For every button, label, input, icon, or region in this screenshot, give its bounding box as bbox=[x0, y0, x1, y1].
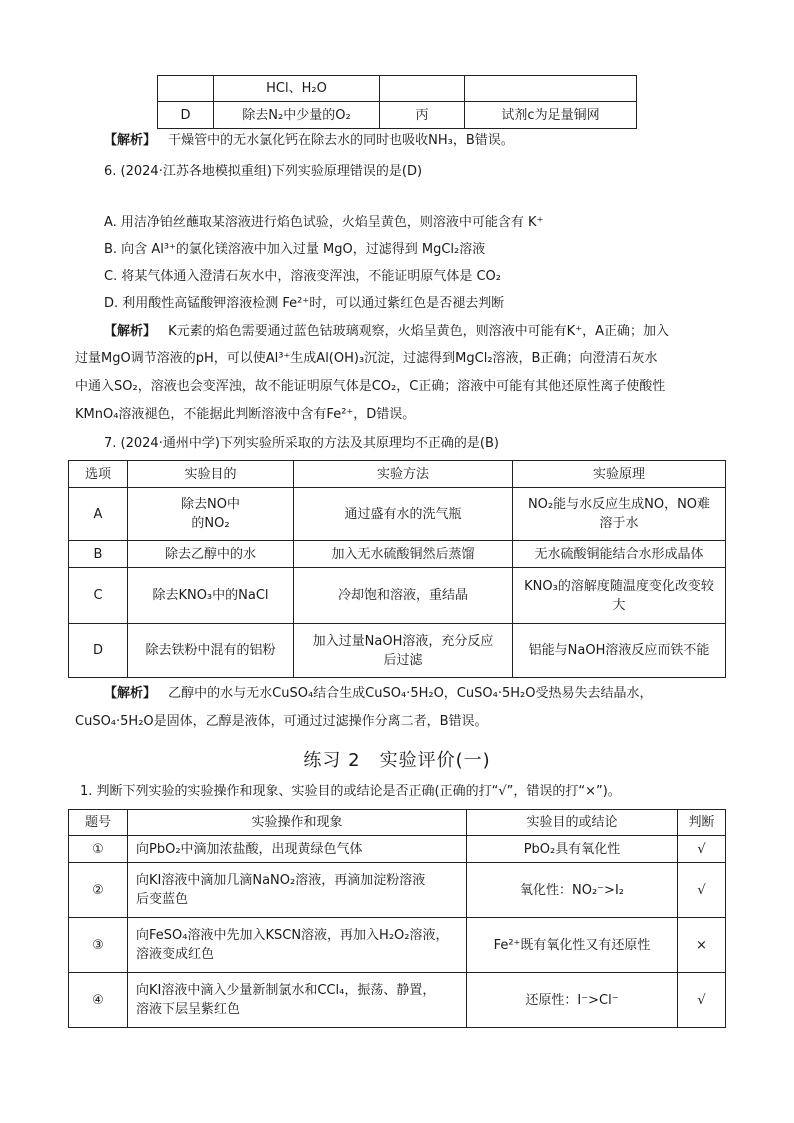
table-cell bbox=[294, 624, 513, 678]
q6-analysis-line: KMnO₄溶液褪色，不能据此判断溶液中含有Fe²⁺，D错误。 bbox=[75, 407, 416, 422]
table-cell: 氧化性：NO₂⁻>I₂ bbox=[467, 863, 678, 918]
table-header: 实验目的 bbox=[128, 461, 294, 488]
table-cell bbox=[128, 918, 467, 973]
q7-stem: 7. (2024·通州中学)下列实验所采取的方法及其原理均不正确的是(B) bbox=[104, 436, 499, 451]
table-cell: 除去铁粉中混有的铝粉 bbox=[128, 624, 294, 678]
table-cell: Fe²⁺既有氧化性又有还原性 bbox=[467, 918, 678, 973]
cell-text: 向FeSO₄溶液中先加入KSCN溶液，再加入H₂O₂溶液， 溶液变成红色 bbox=[136, 928, 449, 962]
table-cell bbox=[513, 568, 726, 624]
analysis-text: K元素的焰色需要通过蓝色钴玻璃观察，火焰呈黄色，则溶液中可能有K⁺，A正确；加入 bbox=[168, 324, 669, 339]
top-table-cell: 丙 bbox=[380, 102, 465, 129]
top-table-cell: HCl、H₂O bbox=[214, 76, 380, 102]
top-table bbox=[157, 75, 637, 129]
analysis-text: 干燥管中的无水氯化钙在除去水的同时也吸收NH₃，B错误。 bbox=[168, 133, 514, 148]
table-cell: C bbox=[69, 568, 128, 624]
table-cell: 除去KNO₃中的NaCl bbox=[128, 568, 294, 624]
table-cell bbox=[513, 488, 726, 541]
table-cell: 通过盛有水的洗气瓶 bbox=[294, 488, 513, 541]
cell-text: 加入过量NaOH溶液，充分反应 后过滤 bbox=[312, 633, 494, 668]
table-cell: ④ bbox=[69, 973, 128, 1028]
cell-text: 除去NO中 的NO₂ bbox=[181, 497, 240, 531]
table-cell: 还原性：I⁻>Cl⁻ bbox=[467, 973, 678, 1028]
cell-text: KNO₃的溶解度随温度变化改变较 大 bbox=[524, 578, 714, 613]
q6-option-a: A. 用洁净铂丝蘸取某溶液进行焰色试验，火焰呈黄色，则溶液中可能含有 K⁺ bbox=[104, 215, 544, 230]
table-header: 实验目的或结论 bbox=[467, 810, 678, 836]
q7-analysis-line bbox=[104, 684, 652, 704]
table-cell: √ bbox=[678, 836, 726, 863]
top-table-cell: D bbox=[158, 102, 214, 129]
analysis-5 bbox=[104, 131, 514, 151]
q6-analysis-line bbox=[104, 322, 669, 342]
table-cell bbox=[128, 973, 467, 1028]
table-cell: 冷却饱和溶液，重结晶 bbox=[294, 568, 513, 624]
table-cell: ② bbox=[69, 863, 128, 918]
table-row bbox=[69, 863, 726, 918]
q6-stem: 6. (2024·江苏各地模拟重组)下列实验原理错误的是(D) bbox=[104, 164, 423, 179]
table-header: 判断 bbox=[678, 810, 726, 836]
cell-text: NO₂能与水反应生成NO，NO难 溶于水 bbox=[527, 497, 711, 531]
table-header: 题号 bbox=[69, 810, 128, 836]
top-table-cell: 试剂c为足量铜网 bbox=[465, 102, 637, 129]
table-cell: B bbox=[69, 541, 128, 568]
table-cell: ① bbox=[69, 836, 128, 863]
cell-text: 向KI溶液中滴加几滴NaNO₂溶液，再滴加淀粉溶液 后变蓝色 bbox=[136, 873, 426, 907]
analysis-label: 【解析】 bbox=[104, 686, 157, 701]
table-cell: √ bbox=[678, 973, 726, 1028]
table-row bbox=[69, 568, 726, 624]
table-cell: 加入无水硫酸铜然后蒸馏 bbox=[294, 541, 513, 568]
analysis-label: 【解析】 bbox=[104, 133, 157, 148]
q7-table bbox=[68, 460, 726, 678]
table-row bbox=[69, 541, 726, 568]
table-cell: 铝能与NaOH溶液反应而铁不能 bbox=[513, 624, 726, 678]
table-header: 实验方法 bbox=[294, 461, 513, 488]
table-cell: D bbox=[69, 624, 128, 678]
table-header: 选项 bbox=[69, 461, 128, 488]
table-cell: 向PbO₂中滴加浓盐酸，出现黄绿色气体 bbox=[128, 836, 467, 863]
table-cell: 除去乙醇中的水 bbox=[128, 541, 294, 568]
analysis-label: 【解析】 bbox=[104, 324, 157, 339]
section-title: 练习 2 实验评价(一) bbox=[303, 750, 491, 771]
table-cell: ③ bbox=[69, 918, 128, 973]
q6-option-b: B. 向含 Al³⁺的氯化镁溶液中加入过量 MgO，过滤得到 MgCl₂溶液 bbox=[104, 242, 486, 257]
q7-analysis-line: CuSO₄·5H₂O是固体，乙醇是液体，可通过过滤操作分离二者，B错误。 bbox=[75, 714, 488, 729]
table-cell bbox=[128, 488, 294, 541]
top-table-cell bbox=[380, 76, 465, 102]
analysis-text: 乙醇中的水与无水CuSO₄结合生成CuSO₄·5H₂O，CuSO₄·5H₂O受热易失去结晶水， bbox=[168, 686, 653, 701]
table-row bbox=[69, 624, 726, 678]
table-row bbox=[69, 836, 726, 863]
top-table-cell bbox=[465, 76, 637, 102]
table-cell: 无水硫酸铜能结合水形成晶体 bbox=[513, 541, 726, 568]
q1-table bbox=[68, 809, 726, 1028]
table-cell: PbO₂具有氧化性 bbox=[467, 836, 678, 863]
q1-stem: 1. 判断下列实验的实验操作和现象、实验目的或结论是否正确(正确的打“√”，错误的打“×”)。 bbox=[80, 784, 621, 799]
top-table-cell bbox=[158, 76, 214, 102]
q6-option-c: C. 将某气体通入澄清石灰水中，溶液变浑浊，不能证明原气体是 CO₂ bbox=[104, 269, 501, 284]
table-cell: × bbox=[678, 918, 726, 973]
table-header: 实验操作和现象 bbox=[128, 810, 467, 836]
q6-option-d: D. 利用酸性高锰酸钾溶液检测 Fe²⁺时，可以通过紫红色是否褪去判断 bbox=[104, 296, 505, 311]
table-row bbox=[69, 488, 726, 541]
cell-text: 向KI溶液中滴入少量新制氯水和CCl₄，振荡、静置， 溶液下层呈紫红色 bbox=[136, 983, 436, 1017]
top-table-cell: 除去N₂中少量的O₂ bbox=[214, 102, 380, 129]
table-header: 实验原理 bbox=[513, 461, 726, 488]
q6-analysis-line: 中通入SO₂，溶液也会变浑浊，故不能证明原气体是CO₂，C正确；溶液中可能有其他还原性离子使酸性 bbox=[75, 379, 666, 394]
table-cell bbox=[128, 863, 467, 918]
table-cell: A bbox=[69, 488, 128, 541]
q6-analysis-line: 过量MgO调节溶液的pH，可以使Al³⁺生成Al(OH)₃沉淀，过滤得到MgCl₂溶液，B正确；向澄清石灰水 bbox=[75, 351, 658, 366]
table-row bbox=[69, 973, 726, 1028]
table-row bbox=[69, 918, 726, 973]
table-cell: √ bbox=[678, 863, 726, 918]
